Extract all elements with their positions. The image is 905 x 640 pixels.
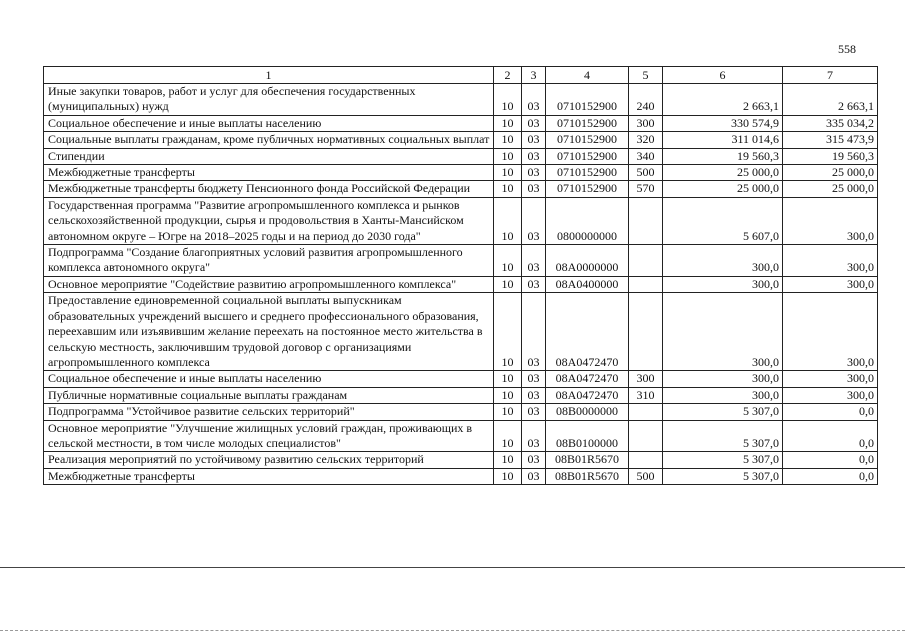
- row-amount-2: 300,0: [783, 197, 878, 244]
- row-name: Межбюджетные трансферты: [44, 468, 494, 484]
- row-amount-1: 25 000,0: [663, 181, 783, 197]
- row-expense-type: 500: [629, 468, 663, 484]
- row-subsection: 03: [522, 404, 546, 420]
- row-section: 10: [494, 371, 522, 387]
- row-expense-type: 300: [629, 371, 663, 387]
- row-section: 10: [494, 468, 522, 484]
- row-subsection: 03: [522, 132, 546, 148]
- row-expense-type: [629, 245, 663, 277]
- row-amount-2: 300,0: [783, 371, 878, 387]
- row-amount-2: 0,0: [783, 452, 878, 468]
- row-name: Основное мероприятие "Содействие развитию агропромышленного комплекса": [44, 276, 494, 292]
- row-section: 10: [494, 245, 522, 277]
- scan-stray-line: [0, 567, 905, 568]
- row-amount-1: 300,0: [663, 293, 783, 371]
- row-expense-type: [629, 452, 663, 468]
- row-section: 10: [494, 148, 522, 164]
- row-target-code: 08В01R5670: [546, 452, 629, 468]
- row-amount-2: 2 663,1: [783, 84, 878, 116]
- row-section: 10: [494, 420, 522, 452]
- row-section: 10: [494, 387, 522, 403]
- row-amount-1: 5 607,0: [663, 197, 783, 244]
- table-row: [44, 293, 878, 371]
- row-section: 10: [494, 115, 522, 131]
- row-target-code: 0710152900: [546, 165, 629, 181]
- row-target-code: 08А0000000: [546, 245, 629, 277]
- row-expense-type: 240: [629, 84, 663, 116]
- row-amount-1: 25 000,0: [663, 165, 783, 181]
- row-subsection: 03: [522, 420, 546, 452]
- row-expense-type: [629, 293, 663, 371]
- table-row: [44, 245, 878, 277]
- row-subsection: 03: [522, 387, 546, 403]
- row-name: Предоставление единовременной социальной выплаты выпускникам образовательных учреждений высшего и среднего профессионального образования, переехавшим или изъявившим желание переехать на постоянное место жительства в сельскую местность, заключившим трудовой договор с организациями агропромышленного комплекса: [44, 293, 494, 371]
- row-amount-1: 19 560,3: [663, 148, 783, 164]
- row-amount-2: 300,0: [783, 276, 878, 292]
- row-expense-type: 500: [629, 165, 663, 181]
- row-name: Социальное обеспечение и иные выплаты населению: [44, 371, 494, 387]
- row-name: Основное мероприятие "Улучшение жилищных условий граждан, проживающих в сельской местности, в том числе молодых специалистов": [44, 420, 494, 452]
- page-number: 558: [838, 42, 856, 56]
- row-section: 10: [494, 276, 522, 292]
- row-name: Социальное обеспечение и иные выплаты населению: [44, 115, 494, 131]
- row-amount-1: 330 574,9: [663, 115, 783, 131]
- row-target-code: 08В01R5670: [546, 468, 629, 484]
- row-section: 10: [494, 132, 522, 148]
- row-expense-type: 340: [629, 148, 663, 164]
- scan-bottom-edge: [0, 630, 905, 631]
- row-name: Социальные выплаты гражданам, кроме публичных нормативных социальных выплат: [44, 132, 494, 148]
- row-section: 10: [494, 165, 522, 181]
- table-row: [44, 132, 878, 148]
- row-expense-type: [629, 197, 663, 244]
- row-amount-1: 300,0: [663, 387, 783, 403]
- row-target-code: 08В0100000: [546, 420, 629, 452]
- row-amount-2: 300,0: [783, 293, 878, 371]
- row-amount-2: 0,0: [783, 404, 878, 420]
- row-target-code: 08А0400000: [546, 276, 629, 292]
- row-amount-2: 25 000,0: [783, 181, 878, 197]
- row-amount-1: 5 307,0: [663, 468, 783, 484]
- row-expense-type: [629, 420, 663, 452]
- row-name: Подпрограмма "Устойчивое развитие сельских территорий": [44, 404, 494, 420]
- row-subsection: 03: [522, 165, 546, 181]
- row-subsection: 03: [522, 148, 546, 164]
- row-amount-2: 335 034,2: [783, 115, 878, 131]
- row-amount-1: 300,0: [663, 245, 783, 277]
- table-row: [44, 387, 878, 403]
- row-section: 10: [494, 197, 522, 244]
- row-subsection: 03: [522, 468, 546, 484]
- row-subsection: 03: [522, 115, 546, 131]
- table-row: [44, 115, 878, 131]
- table-row: [44, 420, 878, 452]
- table-row: [44, 404, 878, 420]
- header-cell: 2: [494, 67, 522, 84]
- row-amount-2: 300,0: [783, 387, 878, 403]
- row-target-code: 08А0472470: [546, 293, 629, 371]
- row-target-code: 08А0472470: [546, 387, 629, 403]
- row-amount-2: 0,0: [783, 468, 878, 484]
- row-subsection: 03: [522, 245, 546, 277]
- table-row: [44, 165, 878, 181]
- row-target-code: 0710152900: [546, 84, 629, 116]
- table-row: [44, 276, 878, 292]
- row-amount-1: 5 307,0: [663, 452, 783, 468]
- row-amount-1: 2 663,1: [663, 84, 783, 116]
- row-name: Публичные нормативные социальные выплаты гражданам: [44, 387, 494, 403]
- row-subsection: 03: [522, 197, 546, 244]
- row-section: 10: [494, 404, 522, 420]
- row-subsection: 03: [522, 181, 546, 197]
- row-name: Государственная программа "Развитие агропромышленного комплекса и рынков сельскохозяйственной продукции, сырья и продовольствия в Ханты-Мансийском автономном округе – Югре на 2018–2025 годы и на период до 2030 года": [44, 197, 494, 244]
- row-expense-type: 320: [629, 132, 663, 148]
- table-row: [44, 197, 878, 244]
- row-amount-1: 300,0: [663, 371, 783, 387]
- row-subsection: 03: [522, 452, 546, 468]
- row-target-code: 0710152900: [546, 181, 629, 197]
- row-target-code: 08В0000000: [546, 404, 629, 420]
- row-amount-2: 300,0: [783, 245, 878, 277]
- row-expense-type: [629, 404, 663, 420]
- header-cell: 3: [522, 67, 546, 84]
- table-row: [44, 181, 878, 197]
- row-subsection: 03: [522, 276, 546, 292]
- row-subsection: 03: [522, 293, 546, 371]
- header-cell: 1: [44, 67, 494, 84]
- row-amount-2: 315 473,9: [783, 132, 878, 148]
- row-amount-2: 25 000,0: [783, 165, 878, 181]
- row-amount-1: 311 014,6: [663, 132, 783, 148]
- header-cell: 5: [629, 67, 663, 84]
- row-expense-type: 570: [629, 181, 663, 197]
- row-name: Иные закупки товаров, работ и услуг для обеспечения государственных (муниципальных) нужд: [44, 84, 494, 116]
- header-cell: 7: [783, 67, 878, 84]
- row-target-code: 0710152900: [546, 132, 629, 148]
- header-row: [44, 67, 878, 84]
- row-section: 10: [494, 293, 522, 371]
- row-target-code: 08А0472470: [546, 371, 629, 387]
- row-name: Стипендии: [44, 148, 494, 164]
- row-expense-type: [629, 276, 663, 292]
- row-name: Подпрограмма "Создание благоприятных условий развития агропромышленного комплекса автономного округа": [44, 245, 494, 277]
- row-target-code: 0800000000: [546, 197, 629, 244]
- row-subsection: 03: [522, 371, 546, 387]
- row-section: 10: [494, 181, 522, 197]
- header-cell: 6: [663, 67, 783, 84]
- row-amount-1: 5 307,0: [663, 420, 783, 452]
- row-name: Межбюджетные трансферты: [44, 165, 494, 181]
- row-amount-2: 19 560,3: [783, 148, 878, 164]
- budget-table: [43, 66, 878, 485]
- header-cell: 4: [546, 67, 629, 84]
- row-section: 10: [494, 452, 522, 468]
- row-target-code: 0710152900: [546, 148, 629, 164]
- row-expense-type: 300: [629, 115, 663, 131]
- row-section: 10: [494, 84, 522, 116]
- row-amount-1: 300,0: [663, 276, 783, 292]
- row-amount-1: 5 307,0: [663, 404, 783, 420]
- row-subsection: 03: [522, 84, 546, 116]
- table-row: [44, 84, 878, 116]
- table-row: [44, 452, 878, 468]
- table-row: [44, 371, 878, 387]
- table-row: [44, 468, 878, 484]
- row-target-code: 0710152900: [546, 115, 629, 131]
- row-amount-2: 0,0: [783, 420, 878, 452]
- table-row: [44, 148, 878, 164]
- row-expense-type: 310: [629, 387, 663, 403]
- row-name: Межбюджетные трансферты бюджету Пенсионного фонда Российской Федерации: [44, 181, 494, 197]
- row-name: Реализация мероприятий по устойчивому развитию сельских территорий: [44, 452, 494, 468]
